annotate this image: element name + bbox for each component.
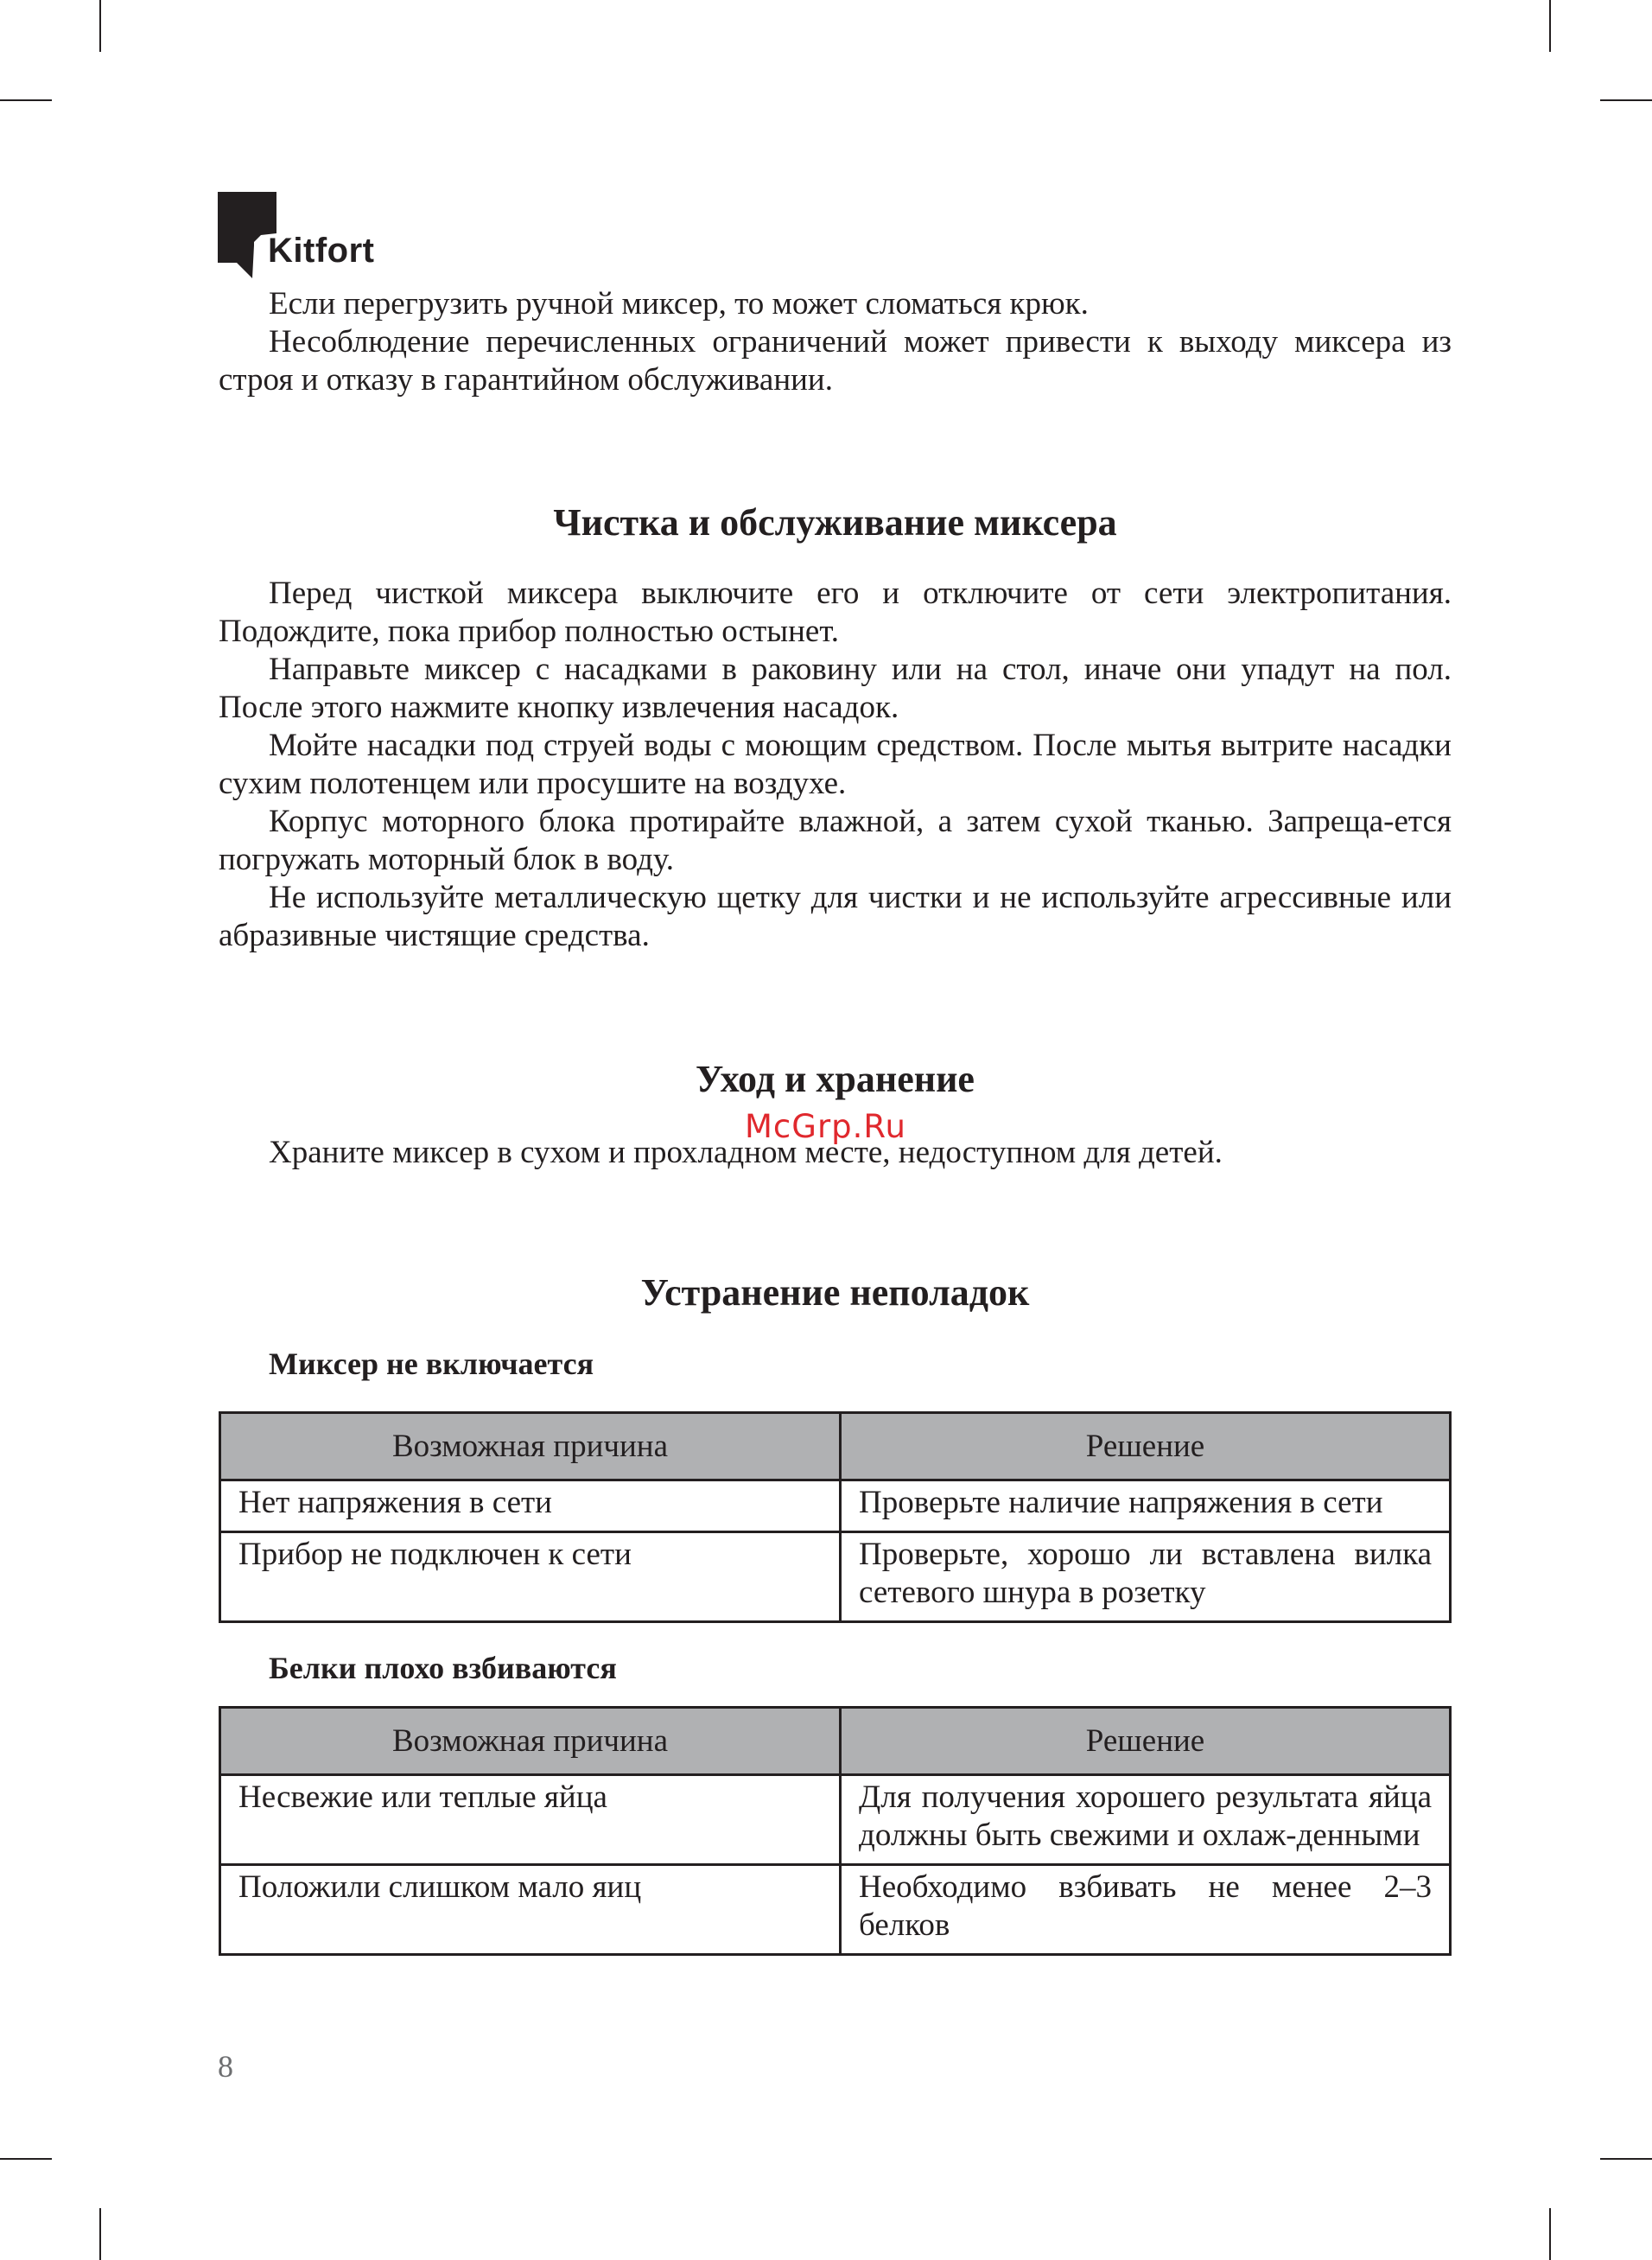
header-solution: Решение xyxy=(841,1708,1451,1775)
cause-cell: Несвежие или теплые яйца xyxy=(220,1775,841,1865)
storage-paragraph: Храните миксер в сухом и прохладном месте, недоступном для детей. xyxy=(269,1135,1223,1170)
table-header-row xyxy=(220,1413,1451,1480)
brand-name: Kitfort xyxy=(268,232,375,270)
section-title-cleaning: Чистка и обслуживание миксера xyxy=(553,501,1117,544)
crop-mark xyxy=(0,2158,52,2160)
crop-mark xyxy=(99,0,101,52)
table-row xyxy=(220,1865,1451,1955)
solution-cell: Проверьте, хорошо ли вставлена вилка сетевого шнура в розетку xyxy=(841,1532,1451,1622)
solution-cell: Проверьте наличие напряжения в сети xyxy=(841,1480,1451,1532)
section-title-troubleshooting: Устранение неполадок xyxy=(640,1271,1030,1314)
section-title-storage: Уход и хранение xyxy=(696,1058,975,1100)
header-cause: Возможная причина xyxy=(220,1413,841,1480)
cleaning-paragraph: Направьте миксер с насадками в раковину или на стол, иначе они упадут на пол. После этого нажмите кнопку извлечения насадок. xyxy=(219,652,1452,725)
table-row xyxy=(220,1532,1451,1622)
crop-mark xyxy=(99,2208,101,2260)
cause-cell: Положили слишком мало яиц xyxy=(220,1865,841,1955)
crop-mark xyxy=(0,99,52,101)
table-header-row xyxy=(220,1708,1451,1775)
header-cause: Возможная причина xyxy=(220,1708,841,1775)
crop-mark xyxy=(1600,99,1652,101)
crop-mark xyxy=(1549,2208,1551,2260)
problem-heading: Миксер не включается xyxy=(269,1346,594,1381)
cause-cell: Нет напряжения в сети xyxy=(220,1480,841,1532)
crop-mark xyxy=(1600,2158,1652,2160)
watermark: McGrp.Ru xyxy=(745,1108,906,1145)
cleaning-paragraph: Не используйте металлическую щетку для чистки и не используйте агрессивные или абразивные чистящие средства. xyxy=(219,880,1452,953)
solution-cell: Необходимо взбивать не менее 2–3 белков xyxy=(841,1865,1451,1955)
crop-mark xyxy=(1549,0,1551,52)
table-row xyxy=(220,1775,1451,1865)
cleaning-paragraph: Перед чисткой миксера выключите его и отключите от сети электропитания. Подождите, пока прибор полностью остынет. xyxy=(219,576,1452,649)
cleaning-paragraph: Корпус моторного блока протирайте влажной, а затем сухой тканью. Запреща-ется погружать моторный блок в воду. xyxy=(219,804,1452,877)
page-number: 8 xyxy=(218,2049,233,2084)
intro-paragraph: Если перегрузить ручной миксер, то может сломаться крюк. xyxy=(269,286,1089,321)
problem-heading: Белки плохо взбиваются xyxy=(269,1651,617,1685)
cleaning-paragraph: Мойте насадки под струей воды с моющим средством. После мытья вытрите насадки сухим полотенцем или просушите на воздухе. xyxy=(219,728,1452,801)
solution-cell: Для получения хорошего результата яйца должны быть свежими и охлаж-денными xyxy=(841,1775,1451,1865)
header-solution: Решение xyxy=(841,1413,1451,1480)
troubleshooting-table xyxy=(219,1411,1452,1623)
troubleshooting-table xyxy=(219,1706,1452,1956)
cause-cell: Прибор не подключен к сети xyxy=(220,1532,841,1622)
table-row xyxy=(220,1480,1451,1532)
intro-paragraph: Несоблюдение перечисленных ограничений может привести к выходу миксера из строя и отказу в гарантийном обслуживании. xyxy=(219,324,1452,398)
